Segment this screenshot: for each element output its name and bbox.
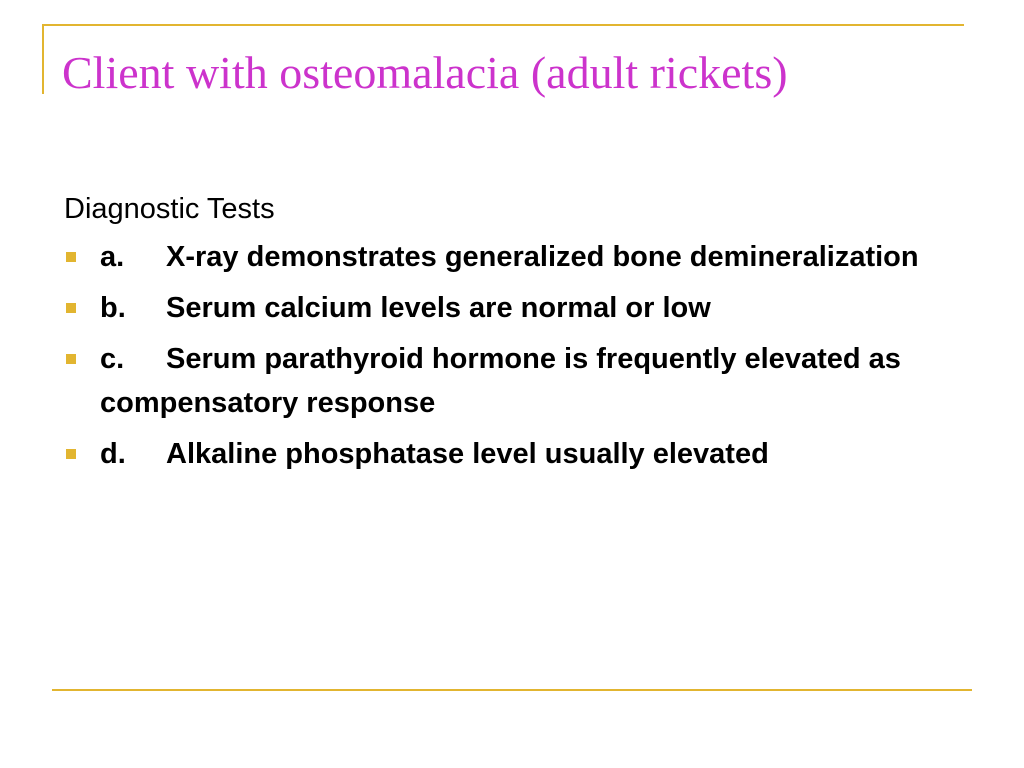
- item-letter: d.: [100, 438, 126, 470]
- list-item: [64, 286, 964, 330]
- list-item: [64, 432, 964, 476]
- item-text: Serum calcium levels are normal or low: [166, 292, 711, 324]
- slide-body: [64, 187, 964, 483]
- slide-title: Client with osteomalacia (adult rickets): [62, 47, 788, 98]
- item-text: Serum parathyroid hormone is frequently elevated as compensatory response: [100, 343, 901, 419]
- list-item: [64, 337, 964, 425]
- square-bullet-icon: [66, 303, 76, 313]
- item-letter: b.: [100, 292, 126, 324]
- square-bullet-icon: [66, 449, 76, 459]
- item-letter: a.: [100, 241, 125, 273]
- left-rule: [42, 24, 44, 94]
- section-heading: Diagnostic Tests: [64, 193, 275, 225]
- square-bullet-icon: [66, 354, 76, 364]
- square-bullet-icon: [66, 252, 76, 262]
- bullet-list: [64, 235, 964, 476]
- item-text: X-ray demonstrates generalized bone demineralization: [166, 241, 919, 273]
- bottom-rule: [52, 689, 972, 691]
- item-letter: c.: [100, 343, 125, 375]
- list-item: [64, 235, 964, 279]
- top-rule: [42, 24, 964, 26]
- item-text: Alkaline phosphatase level usually elevated: [166, 438, 769, 470]
